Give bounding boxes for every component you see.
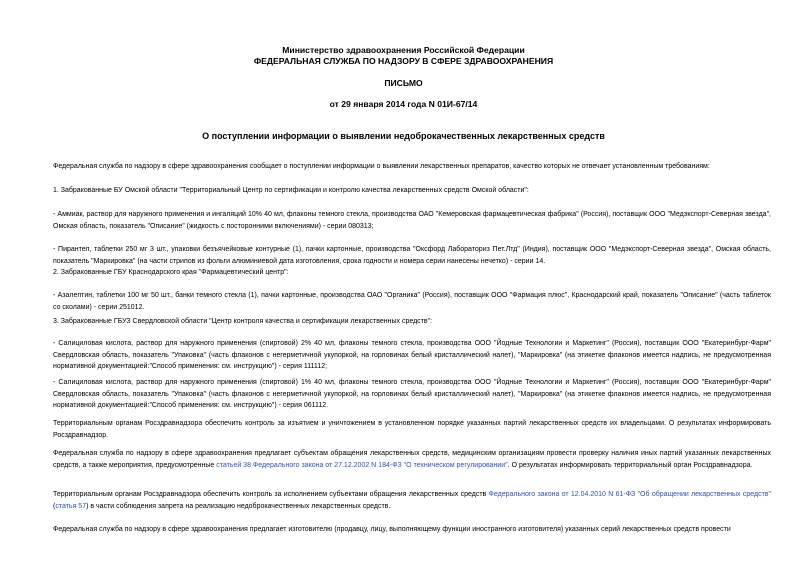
- paragraph-text: [53, 489, 771, 512]
- paragraph-enforcement: [53, 489, 771, 512]
- paragraph-text: - Пирантел, таблетки 250 мг 3 шт., упаковки безъячейковые контурные (1), пачки картонные, производства "Оксфорд Лабораториз Пет.Лтд" (Индия), поставщик ООО "Медэкспорт-Северная звезда", Омская область, показатель "Маркировка" (на части стрипов из фольги алюминиевой дата изготовления, срока годности и номера серии нанесены нечетко) - серии 14.: [53, 246, 771, 265]
- section-1-heading: [53, 185, 771, 197]
- law-link-184fz[interactable]: статьей 38 Федерального закона от 27.12.2002 N 184-ФЗ "О техническом регулировании": [216, 461, 508, 469]
- paragraph-text: Федеральная служба по надзору в сфере здравоохранения предлагает изготовителю (продавцу, лицу, выполняющему функции иностранного изготовителя) указанных серий лекарственных средств провести: [53, 526, 731, 533]
- paragraph-inspection: [53, 448, 771, 471]
- paragraph-text: - Аммиак, раствор для наружного применения и ингаляций 10% 40 мл, флаконы темного стекла, производства ОАО "Кемеровская фармацевтическая фабрика" (Россия), поставщик ООО "Медэкспорт-Северная звезда", Омская область, показатель "Описание" (жидкость с посторонними включениями) - серии 080313;: [53, 211, 771, 230]
- document-type: ПИСЬМО: [384, 78, 423, 88]
- text-fragment: (: [53, 502, 56, 510]
- paragraph-text: [53, 448, 771, 471]
- ministry-name: Министерство здравоохранения Российской Федерации: [282, 45, 525, 55]
- document-date: от 29 января 2014 года N 01И-67/14: [329, 99, 478, 109]
- text-fragment: Федеральная служба по надзору в сфере здравоохранения предлагает субъектам обращения лекарственных средств, медицинским организациям провести проверку наличия иных партий указанных лекарственных средств, а также мероприятия, предусмотренные: [53, 450, 771, 469]
- section-3-heading: [53, 316, 771, 328]
- text-fragment: . О результатах информировать территориальный орган Росздравнадзора.: [507, 461, 753, 469]
- paragraph-text: 3. Забракованные ГБУЗ Свердловской области "Центр контроля качества и сертификации лекарственных средств":: [53, 318, 433, 325]
- section-2-item-1: [53, 290, 771, 313]
- document-title: О поступлении информации о выявлении недоброкачественных лекарственных средств: [202, 131, 605, 141]
- paragraph-text: 2. Забракованные ГБУ Краснодарского края "Фармацевтический центр":: [53, 269, 289, 276]
- section-3-item-1: [53, 338, 771, 373]
- paragraph-text: - Салициловая кислота, раствор для наружного применения (спиртовой) 2% 40 мл, флаконы темного стекла, производства ООО "Йодные Технологии и Маркетинг" (Россия), поставщик ООО "Екатеринбург-Фарм" Свердловская область, показатель "Упаковка" (часть флаконов с негерметичной укупоркой, на горловинах белый кристаллический налет), "Маркировка" (на этикетке флаконов имеется надпись, не предусмотренная нормативной документацией:"Способ применения: см. инструкцию") - серия 111112;: [53, 340, 771, 370]
- text-fragment: Территориальным органам Росздравнадзора обеспечить контроль за исполнением субъектами обращения лекарственных средств: [53, 491, 489, 498]
- paragraph-text: Территориальным органам Росздравнадзора обеспечить контроль за изъятием и уничтожением в установленном порядке указанных партий лекарственных средств их владельцами. О результатах информировать Росздравнадзор.: [53, 420, 771, 439]
- paragraph-text: Федеральная служба по надзору в сфере здравоохранения сообщает о поступлении информации о выявлении лекарственных препаратов, качество которых не отвечает установленным требованиям:: [53, 163, 710, 170]
- paragraph-text: 1. Забракованные БУ Омской области "Территориальный Центр по сертификации и контролю качества лекарственных средств Омской области":: [53, 187, 529, 194]
- section-3-item-2: [53, 377, 771, 412]
- section-1-item-2: [53, 244, 771, 267]
- intro-paragraph: [53, 161, 771, 173]
- section-1-item-1: [53, 209, 771, 232]
- law-link-61fz[interactable]: Федерального закона от 12.04.2010 N 61-ФЗ "Об обращении лекарственных средств": [488, 491, 771, 498]
- section-2-heading: [53, 267, 771, 279]
- law-link-article-57[interactable]: статья 57: [55, 502, 87, 510]
- paragraph-control-withdrawal: [53, 418, 771, 441]
- service-name: ФЕДЕРАЛЬНАЯ СЛУЖБА ПО НАДЗОРУ В СФЕРЕ ЗДРАВООХРАНЕНИЯ: [253, 56, 554, 66]
- paragraph-text: - Салициловая кислота, раствор для наружного применения (спиртовой) 1% 40 мл, флаконы темного стекла, производства ООО "Йодные Технологии и Маркетинг" (Россия), поставщик ООО "Екатеринбург-Фарм" Свердловская область, показатель "Упаковка" (часть флаконов с негерметичной укупоркой, на горловинах белый кристаллический налет), "Маркировка" (на этикетке флаконов имеется надпись, не предусмотренная нормативной документацией:"Способ применения: см. инструкцию") - серия 061112.: [53, 379, 771, 409]
- paragraph-text: - Азалептин, таблетки 100 мг 50 шт., банки темного стекла (1), пачки картонные, производства ОАО "Органика" (Россия), поставщик ООО "Фармация плюс", Краснодарский край, показатель "Описание" (часть таблеток со сколами) - серии 251012.: [53, 292, 771, 311]
- paragraph-manufacturer: [53, 524, 771, 536]
- text-fragment: ) в части соблюдения запрета на реализацию недоброкачественных лекарственных средств.: [86, 502, 391, 510]
